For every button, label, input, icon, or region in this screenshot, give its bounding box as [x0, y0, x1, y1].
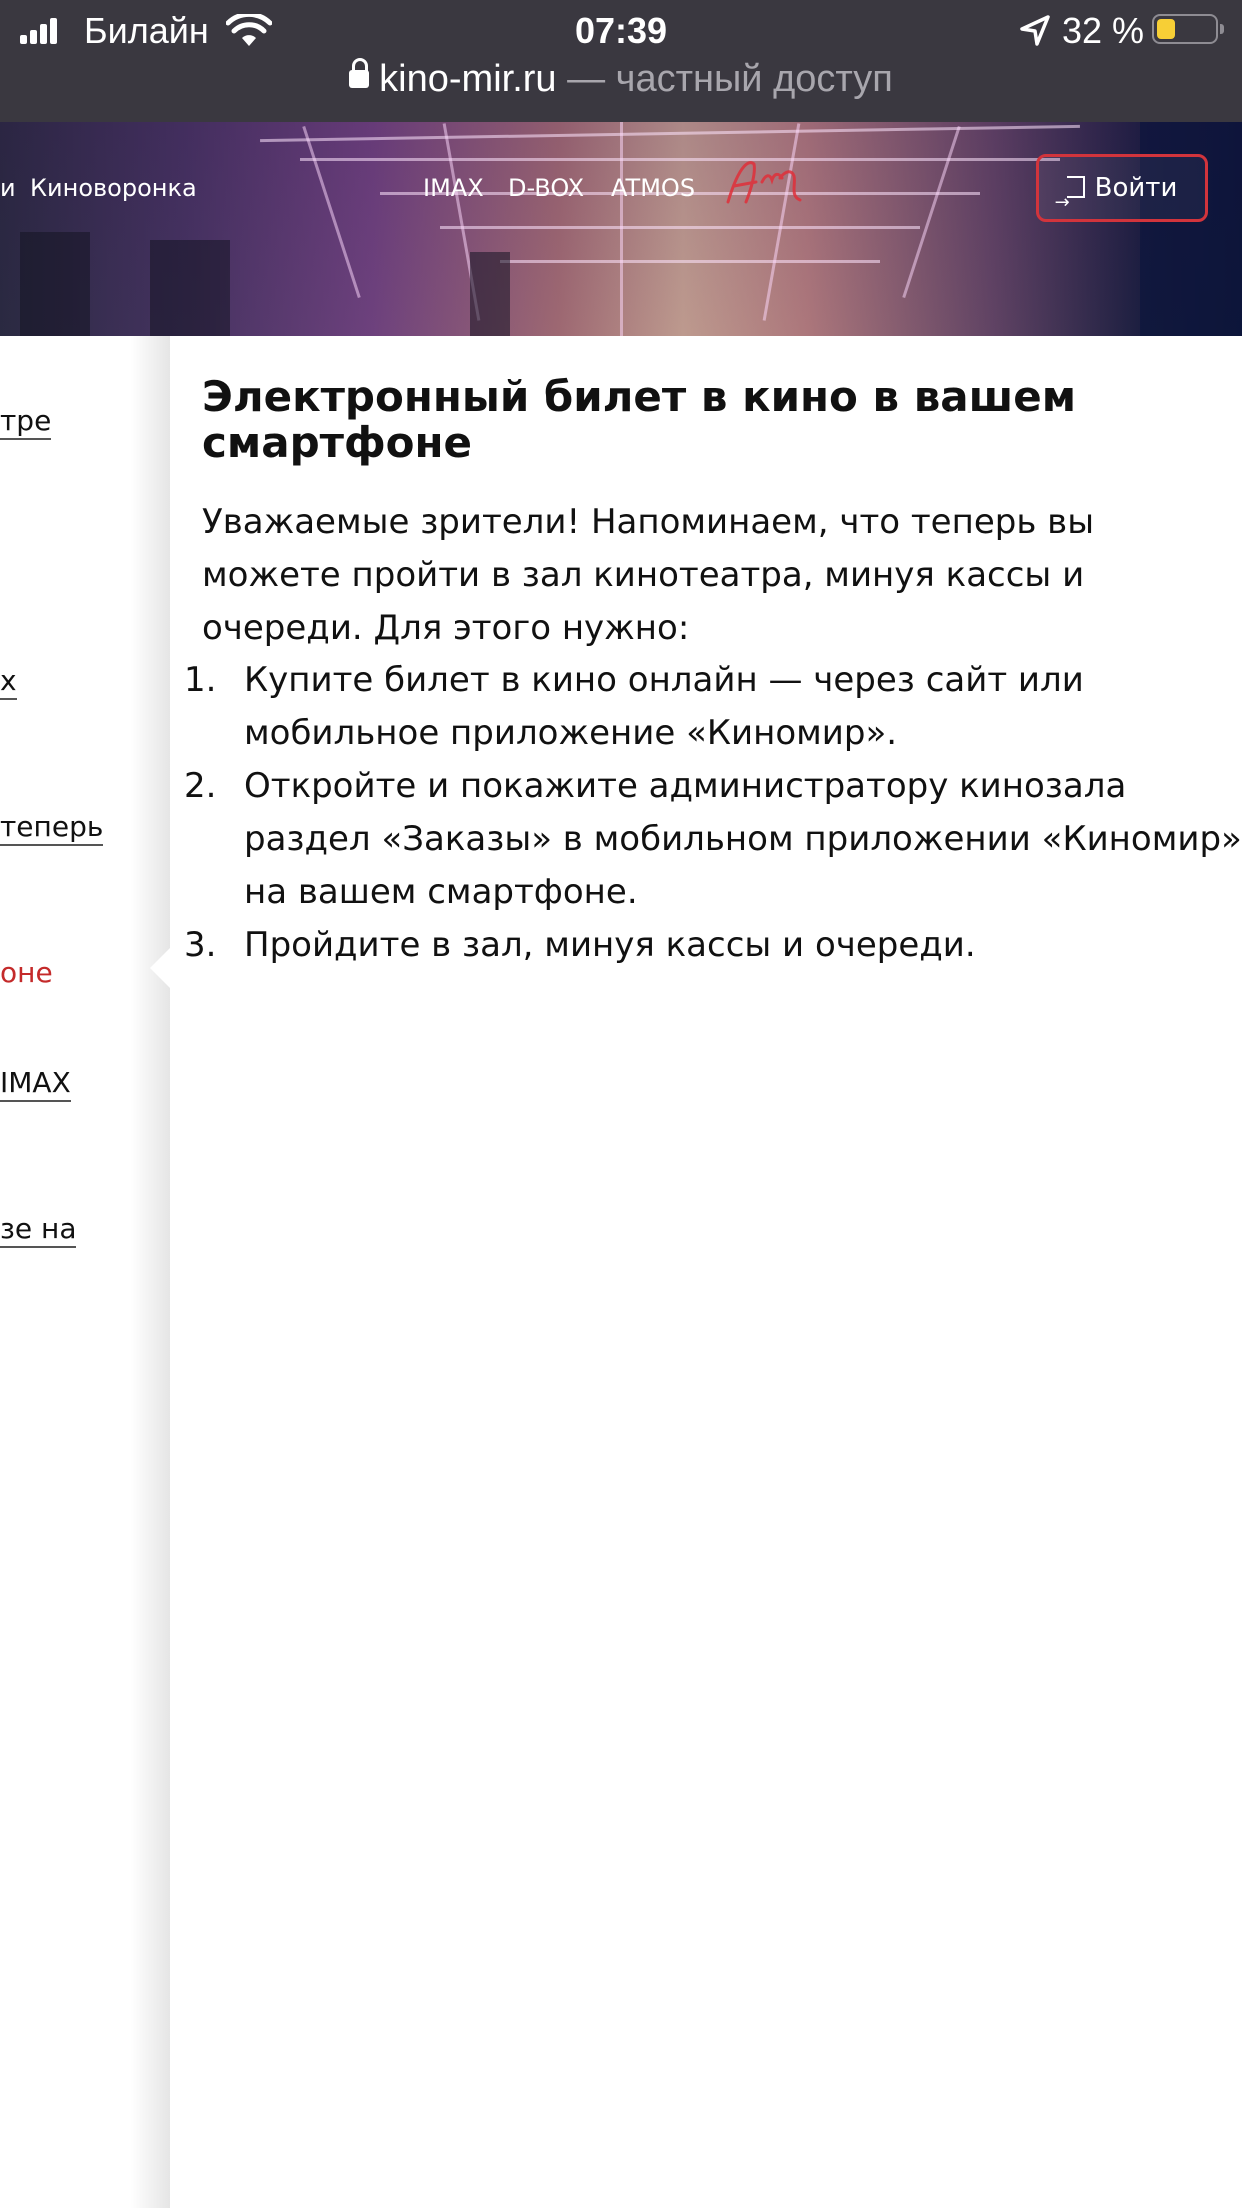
list-item: [184, 654, 1242, 760]
nav-item-dbox[interactable]: D-BOX: [508, 174, 585, 202]
status-bar: [0, 0, 1242, 60]
url-domain: kino-mir.ru: [379, 58, 557, 100]
hero-header: [0, 122, 1242, 336]
sidebar-item-6[interactable]: зе на: [0, 1212, 76, 1248]
art-logo[interactable]: [720, 152, 810, 212]
list-item: [184, 919, 1242, 972]
step-number: 3.: [184, 925, 217, 965]
lock-icon: [349, 70, 369, 88]
nav-item-partial[interactable]: и: [0, 174, 16, 202]
status-time: 07:39: [574, 10, 668, 51]
sidebar-item-imax[interactable]: IMAX: [0, 1066, 71, 1102]
sidebar-shadow: [130, 336, 170, 2208]
step-text: Купите билет в кино онлайн — через сайт или мобильное приложение «Киномир».: [244, 660, 1084, 753]
article-intro: Уважаемые зрители! Напоминаем, что теперь вы можете пройти в зал кинотеатра, минуя кассы и очереди. Для этого нужно:: [202, 502, 1095, 648]
battery-percent: 32 %: [1062, 10, 1145, 51]
login-button[interactable]: [1036, 154, 1208, 222]
step-text: Пройдите в зал, минуя кассы и очереди.: [244, 925, 976, 965]
step-number: 2.: [184, 766, 217, 806]
step-text: Откройте и покажите администратору кинозала раздел «Заказы» в мобильном приложении «Киномир» на вашем смартфоне.: [244, 766, 1242, 912]
list-item: [184, 760, 1242, 919]
private-access-label: — частный доступ: [567, 58, 893, 100]
article-content: [170, 336, 1242, 2208]
nav-item-imax[interactable]: IMAX: [423, 174, 484, 202]
login-icon: [1067, 176, 1085, 198]
steps-list: [184, 654, 1242, 972]
sidebar-item-active[interactable]: оне: [0, 956, 53, 989]
carrier-name: Билайн: [84, 10, 209, 51]
active-item-pointer: [150, 948, 170, 988]
article-title: Электронный билет в кино в вашем смартфоне: [202, 372, 1077, 467]
url-bar[interactable]: [0, 58, 1242, 114]
step-number: 1.: [184, 660, 217, 700]
login-label: Войти: [1094, 173, 1178, 203]
nav-item-kinovoronka[interactable]: Киноворонка: [30, 174, 197, 202]
browser-top-bar: [0, 0, 1242, 122]
nav-item-atmos[interactable]: ATMOS: [611, 174, 696, 202]
sidebar-item-2[interactable]: х: [0, 664, 17, 700]
location-arrow-icon: [1018, 14, 1052, 48]
sidebar-item-1[interactable]: тре: [0, 404, 51, 440]
battery-icon: [1152, 14, 1218, 44]
sidebar-item-3[interactable]: теперь: [0, 810, 103, 846]
